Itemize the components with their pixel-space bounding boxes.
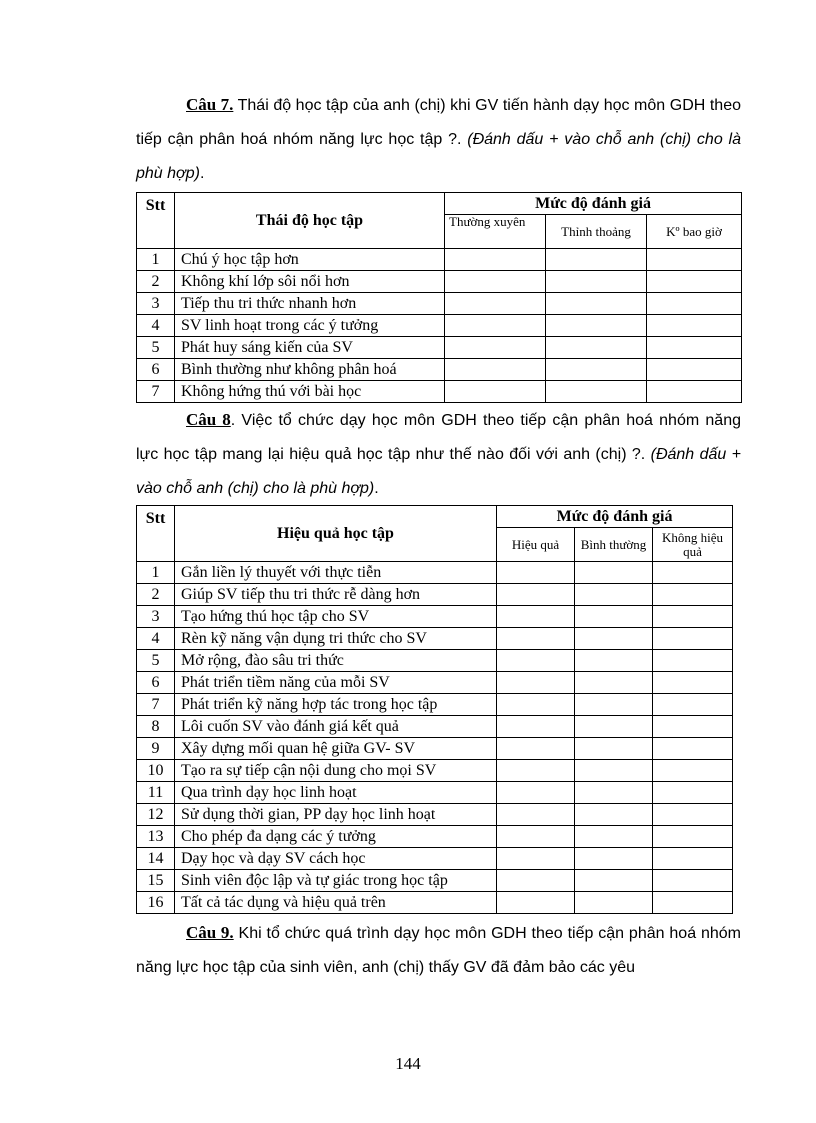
table-row [137,826,733,848]
row-item: Cho phép đa dạng các ý tưởng [175,826,497,848]
table-row [137,892,733,914]
table-row [137,804,733,826]
row-number: 16 [137,892,175,914]
rating-cell[interactable] [546,249,647,271]
rating-cell[interactable] [445,337,546,359]
rating-cell[interactable] [647,271,742,293]
rating-cell[interactable] [575,628,653,650]
question-7-text: Thái độ học tập của anh (chị) khi GV tiến hành dạy học môn GDH theo tiếp cận phân hoá nhóm năng lực học tập ?. [136,97,742,148]
table-row [137,870,733,892]
rating-cell[interactable] [497,628,575,650]
level-header: Bình thường [575,528,653,562]
rating-cell[interactable] [575,694,653,716]
row-item: Sử dụng thời gian, PP dạy học linh hoạt [175,804,497,826]
table-row [137,628,733,650]
row-item: Giúp SV tiếp thu tri thức rễ dàng hơn [175,584,497,606]
rating-cell[interactable] [497,650,575,672]
rating-cell[interactable] [647,337,742,359]
row-number: 13 [137,826,175,848]
table-row [137,584,733,606]
row-number: 8 [137,716,175,738]
rating-cell[interactable] [497,606,575,628]
rating-cell[interactable] [546,271,647,293]
attitude-table [136,192,742,403]
question-7 [136,88,741,190]
rating-cell[interactable] [653,694,733,716]
rating-cell[interactable] [575,804,653,826]
table-row [137,562,733,584]
level-header: Thỉnh thoảng [546,215,647,249]
row-number: 2 [137,584,175,606]
rating-cell[interactable] [575,650,653,672]
rating-cell[interactable] [653,760,733,782]
col-group-header: Mức độ đánh giá [445,193,742,215]
rating-cell[interactable] [647,381,742,403]
rating-cell[interactable] [575,672,653,694]
rating-cell[interactable] [653,716,733,738]
col-item-header: Thái độ học tập [175,193,445,249]
rating-cell[interactable] [445,249,546,271]
rating-cell[interactable] [653,738,733,760]
table-row [137,249,742,271]
rating-cell[interactable] [445,381,546,403]
row-item: Bình thường như không phân hoá [175,359,445,381]
rating-cell[interactable] [497,694,575,716]
row-item: Mở rộng, đào sâu tri thức [175,650,497,672]
row-number: 7 [137,381,175,403]
row-item: Tạo hứng thú học tập cho SV [175,606,497,628]
rating-cell[interactable] [497,562,575,584]
row-item: Tiếp thu tri thức nhanh hơn [175,293,445,315]
row-item: Xây dựng mối quan hệ giữa GV- SV [175,738,497,760]
rating-cell[interactable] [497,826,575,848]
rating-cell[interactable] [653,672,733,694]
col-group-header: Mức độ đánh giá [497,506,733,528]
row-item: Qua trình dạy học linh hoạt [175,782,497,804]
rating-cell[interactable] [575,738,653,760]
question-9 [136,916,741,984]
table-row [137,337,742,359]
level-header: Không hiệu quả [653,528,733,562]
rating-cell[interactable] [445,359,546,381]
row-number: 9 [137,738,175,760]
rating-cell[interactable] [575,870,653,892]
rating-cell[interactable] [647,359,742,381]
table-row [137,650,733,672]
question-9-label: Câu 9. [186,923,234,942]
rating-cell[interactable] [647,249,742,271]
rating-cell[interactable] [546,337,647,359]
level-header: Kº bao giờ [647,215,742,249]
rating-cell[interactable] [647,315,742,337]
row-number: 1 [137,562,175,584]
table-row [137,694,733,716]
table-row [137,738,733,760]
col-stt-header: Stt [137,506,175,562]
rating-cell[interactable] [497,716,575,738]
row-item: Phát huy sáng kiến của SV [175,337,445,359]
rating-cell[interactable] [497,738,575,760]
row-number: 12 [137,804,175,826]
rating-cell[interactable] [575,760,653,782]
table-row [137,359,742,381]
table-row [137,271,742,293]
rating-cell[interactable] [647,293,742,315]
row-item: Phát triển kỹ năng hợp tác trong học tập [175,694,497,716]
row-item: Tạo ra sự tiếp cận nội dung cho mọi SV [175,760,497,782]
rating-cell[interactable] [497,848,575,870]
rating-cell[interactable] [497,804,575,826]
row-number: 4 [137,315,175,337]
rating-cell[interactable] [445,315,546,337]
table-row [137,782,733,804]
row-number: 5 [137,337,175,359]
row-item: Tất cả tác dụng và hiệu quả trên [175,892,497,914]
question-7-end: . [199,165,205,182]
row-number: 11 [137,782,175,804]
rating-cell[interactable] [653,892,733,914]
row-number: 3 [137,293,175,315]
col-item-header: Hiệu quả học tập [175,506,497,562]
row-number: 15 [137,870,175,892]
row-item: SV linh hoạt trong các ý tưởng [175,315,445,337]
row-item: Gắn liền lý thuyết với thực tiễn [175,562,497,584]
rating-cell[interactable] [575,606,653,628]
page-number: 144 [395,1054,421,1073]
rating-cell[interactable] [653,650,733,672]
rating-cell[interactable] [575,892,653,914]
row-item: Không hứng thú với bài học [175,381,445,403]
question-8-note: (Đánh dấu + vào chỗ anh (chị) cho là phù hợp) [136,446,741,497]
question-8 [136,403,741,505]
rating-cell[interactable] [653,628,733,650]
rating-cell[interactable] [497,672,575,694]
level-header: Hiệu quả [497,528,575,562]
table-row [137,672,733,694]
rating-cell[interactable] [497,892,575,914]
rating-cell[interactable] [497,870,575,892]
rating-cell[interactable] [445,271,546,293]
question-8-label: Câu 8 [186,410,231,429]
row-item: Phát triển tiềm năng của mỗi SV [175,672,497,694]
question-7-note: (Đánh dấu + vào chỗ anh (chị) cho là phù hợp) [136,131,741,182]
row-item: Không khí lớp sôi nổi hơn [175,271,445,293]
rating-cell[interactable] [546,293,647,315]
row-item: Rèn kỹ năng vận dụng tri thức cho SV [175,628,497,650]
rating-cell[interactable] [653,584,733,606]
question-8-end: . [374,480,379,497]
table-row [137,381,742,403]
rating-cell[interactable] [546,359,647,381]
rating-cell[interactable] [575,782,653,804]
question-9-text: Khi tổ chức quá trình dạy học môn GDH theo tiếp cận phân hoá nhóm năng lực học tập của sinh viên, anh (chị) thấy GV đã đảm bảo các yêu [136,925,741,976]
table-row [137,760,733,782]
col-stt-header: Stt [137,193,175,249]
rating-cell[interactable] [653,606,733,628]
rating-cell[interactable] [497,782,575,804]
rating-cell[interactable] [653,804,733,826]
rating-cell[interactable] [575,826,653,848]
rating-cell[interactable] [653,870,733,892]
rating-cell[interactable] [497,760,575,782]
question-8-text: . Việc tổ chức dạy học môn GDH theo tiếp cận phân hoá nhóm năng lực học tập mang lại hiệu quả học tập như thế nào đối với anh (chị) ?. [136,412,741,463]
row-number: 3 [137,606,175,628]
row-number: 5 [137,650,175,672]
table-row [137,848,733,870]
table-row [137,315,742,337]
rating-cell[interactable] [653,848,733,870]
rating-cell[interactable] [575,848,653,870]
rating-cell[interactable] [575,584,653,606]
row-number: 14 [137,848,175,870]
row-item: Dạy học và dạy SV cách học [175,848,497,870]
rating-cell[interactable] [445,293,546,315]
row-number: 6 [137,359,175,381]
rating-cell[interactable] [653,562,733,584]
rating-cell[interactable] [575,562,653,584]
row-item: Sinh viên độc lập và tự giác trong học tập [175,870,497,892]
effectiveness-table [136,505,733,914]
rating-cell[interactable] [653,782,733,804]
row-number: 7 [137,694,175,716]
question-7-label: Câu 7. [186,95,234,114]
row-number: 2 [137,271,175,293]
rating-cell[interactable] [497,584,575,606]
rating-cell[interactable] [653,826,733,848]
row-item: Lôi cuốn SV vào đánh giá kết quả [175,716,497,738]
row-number: 6 [137,672,175,694]
row-number: 1 [137,249,175,271]
table-row [137,606,733,628]
rating-cell[interactable] [575,716,653,738]
level-header: Thường xuyên [445,215,546,249]
table-row [137,716,733,738]
row-item: Chú ý học tập hơn [175,249,445,271]
row-number: 4 [137,628,175,650]
row-number: 10 [137,760,175,782]
rating-cell[interactable] [546,315,647,337]
table-row [137,293,742,315]
rating-cell[interactable] [546,381,647,403]
